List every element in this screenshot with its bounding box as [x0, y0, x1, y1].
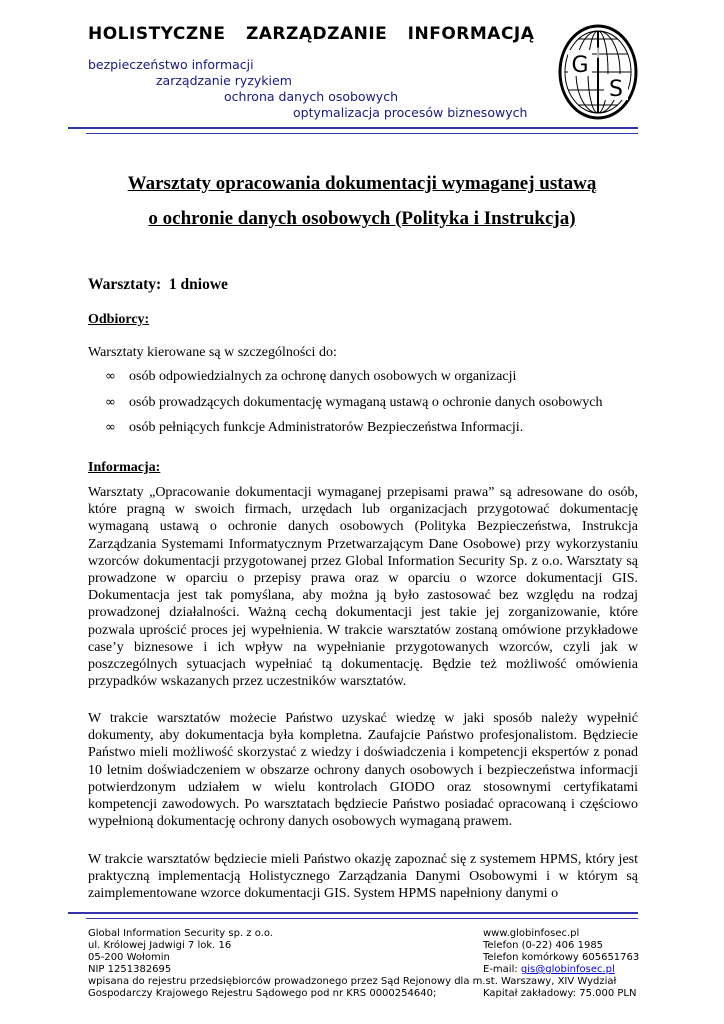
- info-heading: Informacja:: [88, 460, 161, 475]
- footer-email-line: [483, 964, 615, 975]
- audience-heading: Odbiorcy:: [88, 312, 150, 327]
- infinity-bullet-icon: ∞: [105, 420, 116, 435]
- footer-registry-2: Gospodarczy Krajowego Rejestru Sądowego pod nr KRS 0000254640;: [88, 988, 437, 999]
- header-rule: [68, 127, 638, 129]
- footer-registry-1: wpisana do rejestru przedsiębiorców prowadzonego przez Sąd Rejonowy dla m.st. Warszawy, XIV Wydział: [88, 976, 617, 987]
- document-title-line1: Warsztaty opracowania dokumentacji wymaganej ustawą: [127, 173, 597, 194]
- infinity-bullet-icon: ∞: [105, 369, 116, 384]
- audience-item: osób prowadzących dokumentację wymaganą ustawą o ochronie danych osobowych: [129, 395, 603, 410]
- tagline-security: bezpieczeństwo informacji: [88, 57, 254, 72]
- gis-globe-logo-icon: [558, 24, 638, 120]
- footer-city: 05-200 Wołomin: [88, 952, 170, 963]
- audience-item: osób pełniących funkcje Administratorów Bezpieczeństwa Informacji.: [129, 420, 524, 435]
- header-rule-thin: [86, 133, 638, 134]
- tagline-risk: zarządzanie ryzykiem: [156, 73, 292, 88]
- info-paragraph-2: W trakcie warsztatów możecie Państwo uzyskać wiedzę w jaki sposób należy wypełnić dokumenty, aby dokumentacja była kompletna. Zaufajcie Państwo profesjonalistom. Będziecie Państwo mieli możliwość skorzystać z wiedzy i doświadczenia i kompetencji ekspertów z ponad 10 letnim doświadczeniem w obszarze ochrony danych osobowych i bezpieczeństwa informacji potwierdzonym udziałem w wielu kontrolach GIODO oraz stosownymi certyfikatami kompetencji zawodowych. Po warsztatach będziecie Państwo posiadać opracowaną i częściowo wypełnioną dokumentację ochrony danych osobowych wymaganą prawem.: [88, 711, 638, 830]
- footer-street: ul. Królowej Jadwigi 7 lok. 16: [88, 940, 232, 951]
- info-paragraph-1: Warsztaty „Opracowanie dokumentacji wymaganej przepisami prawa” są adresowane do osób, które pragną w swoich firmach, urzędach lub organizacjach przygotować dokumentację wymaganą ustawą o ochronie danych osobowych (Polityka Bezpieczeństwa, Instrukcja Zarządzania Systemami Informatycznym Przetwarzającym Dane Osobowe) przy wykorzystaniu wzorców dokumentacji przygotowanej przez Global Information Security Sp. z o.o. Warsztaty są prowadzone w oparciu o przepisy prawa oraz w oparciu o wzorce dokumentacji GIS. Dokumentacja jest tak pomyślana, aby można ją było zastosować bez względu na rodzaj prowadzonej działalności. Ważną cechą dokumentacji jest takie jej zorganizowanie, które pozwala uprościć proces jej wypełnienia. W trakcie warsztatów zostaną omówione przykładowe case’y biznesowe i ich wpływ na wypełnianie przygotowanych wzorców, czyli jak w poszczególnych sytuacjach wypełniać tą dokumentację. Będzie też możliwość omówienia przypadków wskazanych przez uczestników warsztatów.: [88, 485, 638, 690]
- footer-rule-thin: [86, 918, 638, 919]
- duration-label: Warsztaty:: [88, 276, 162, 293]
- footer-mobile: Telefon komórkowy 605651763: [483, 952, 640, 963]
- footer-nip: NIP 1251382695: [88, 964, 172, 975]
- logo-letter-i: I: [595, 46, 601, 62]
- duration-line: [88, 276, 228, 294]
- letterhead-title: HOLISTYCZNE ZARZĄDZANIE INFORMACJĄ: [88, 24, 535, 44]
- logo-letter-g: G: [571, 53, 589, 78]
- footer-capital: Kapitał zakładowy: 75.000 PLN: [483, 988, 637, 999]
- document-title-line2: o ochronie danych osobowych (Polityka i Instrukcja): [148, 208, 576, 229]
- audience-item: osób odpowiedzialnych za ochronę danych osobowych w organizacji: [129, 369, 517, 384]
- footer-email-link[interactable]: gis@globinfosec.pl: [520, 964, 615, 975]
- logo-letter-s: S: [609, 77, 623, 102]
- footer-website-link[interactable]: www.globinfosec.pl: [483, 928, 580, 939]
- info-paragraph-3: W trakcie warsztatów będziecie mieli Państwo okazję zapoznać się z systemem HPMS, który jest praktyczną implementacją Holistycznego Zarządzania Danymi Osobowymi i w którym są zaimplementowane wzorce dokumentacji GIS. System HPMS napełniony danymi o: [88, 852, 638, 902]
- footer-email-label: E-mail:: [483, 964, 518, 975]
- infinity-bullet-icon: ∞: [105, 395, 116, 410]
- audience-intro: Warsztaty kierowane są w szczególności do:: [88, 345, 337, 360]
- duration-value: 1 dniowe: [168, 276, 228, 293]
- tagline-optimization: optymalizacja procesów biznesowych: [293, 105, 528, 120]
- footer-company: Global Information Security sp. z o.o.: [88, 928, 273, 939]
- footer-rule: [68, 912, 638, 914]
- tagline-data-protection: ochrona danych osobowych: [224, 89, 398, 104]
- footer-phone: Telefon (0-22) 406 1985: [483, 940, 604, 951]
